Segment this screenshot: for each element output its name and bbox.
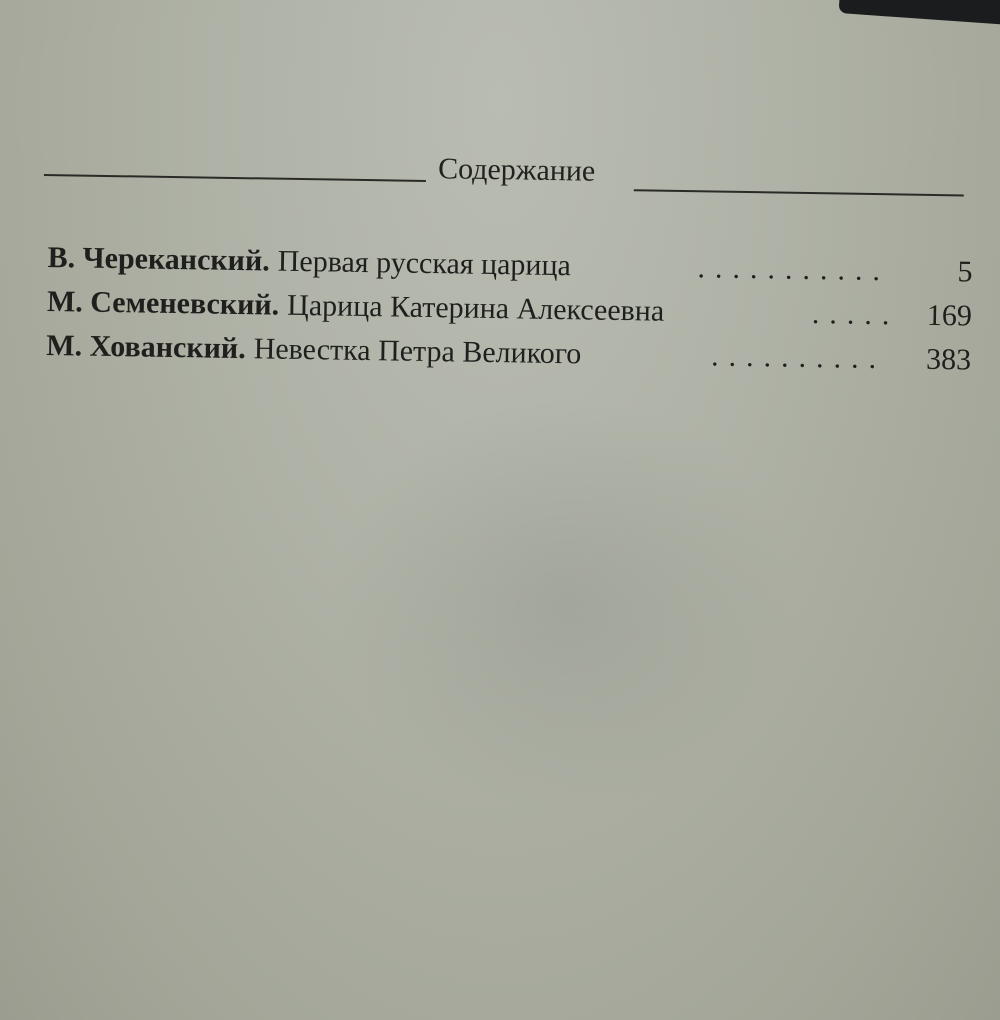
show-through-text [330,395,800,815]
toc-entry-title: Царица Катерина Алексеевна [286,288,665,328]
page-corner-shadow [838,0,1000,27]
toc-entry-author: В. Черeканский. [47,240,271,278]
toc-entry-author: М. Хованский. [46,328,246,366]
toc-entry-author: М. Семеневский. [46,284,280,322]
table-of-contents [46,236,973,383]
toc-entry-leader: ........... [697,251,891,288]
toc-entry-leader: ..... [811,297,900,332]
toc-entry-title: Невестка Петра Великого [253,332,582,371]
heading-rule-left [44,174,426,182]
contents-header [44,146,965,212]
toc-entry-page: 169 [926,298,973,333]
toc-entry-leader: .......... [710,339,887,376]
contents-heading: Содержание [437,152,596,188]
toc-entry-title: Первая русская царица [277,244,572,283]
toc-entry-page: 5 [957,255,973,289]
heading-rule-right [634,189,964,196]
toc-entry-page: 383 [925,342,972,377]
